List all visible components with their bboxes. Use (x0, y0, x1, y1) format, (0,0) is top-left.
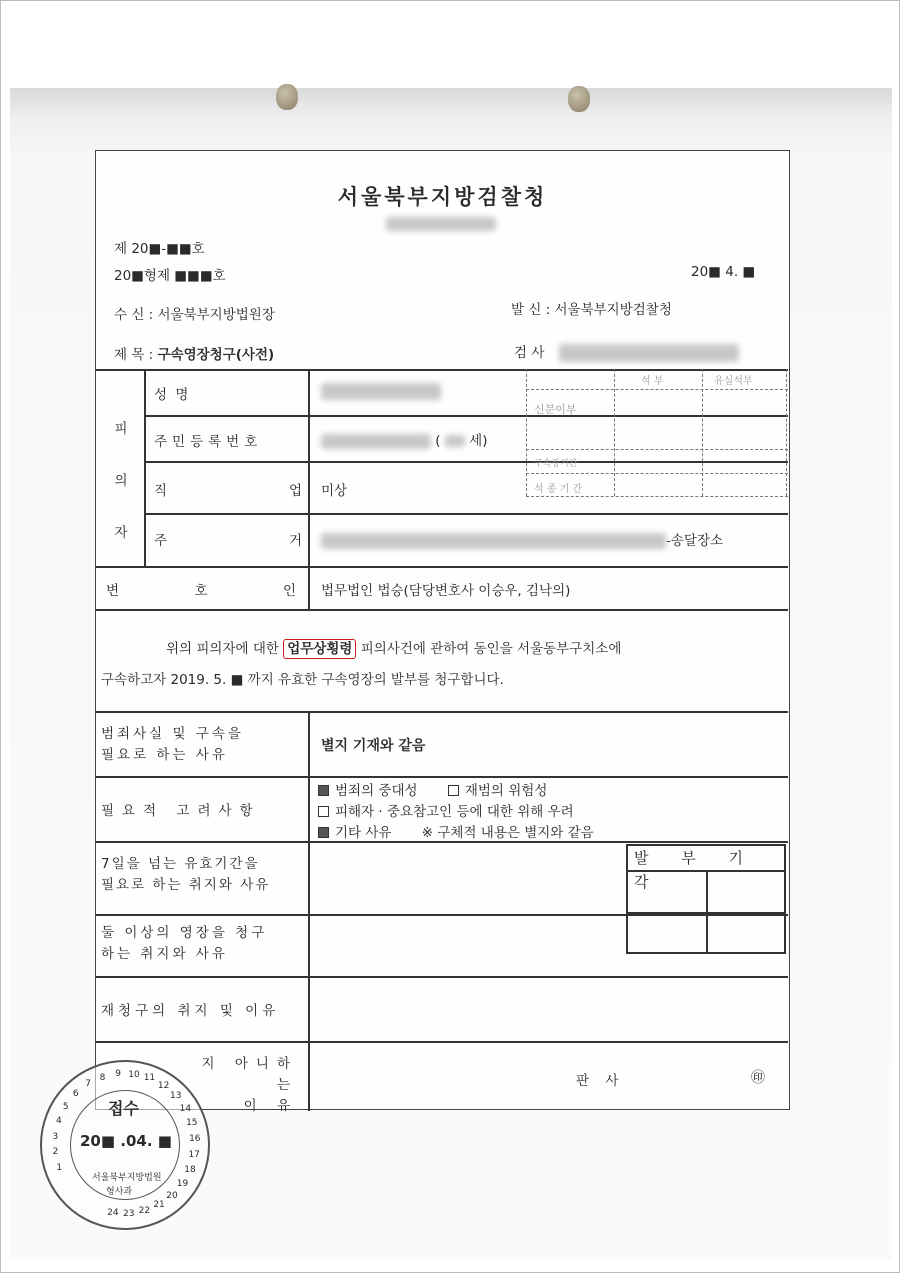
decision-box (626, 844, 786, 954)
stamp-ring-number: 18 (184, 1164, 196, 1175)
two-warrants-label-1: 둘 이상의 영장을 청구 (101, 925, 268, 941)
side-box-row3: 석 종 기 간 (534, 484, 583, 495)
stamp-ring-number: 20 (166, 1190, 178, 1201)
two-warrants-label-2: 하는 취지와 사유 (101, 946, 228, 962)
stamp-ring-number: 17 (188, 1149, 200, 1160)
decision-title: 발 부 기 각 (628, 846, 784, 872)
side-box-row1: 신분이부 (534, 403, 577, 416)
job-label-2: 업 (289, 483, 303, 499)
sender: 서울북부지방검찰청 (554, 302, 672, 318)
rule (144, 513, 788, 515)
subject: 구속영장청구(사전) (157, 347, 275, 363)
rrn-redacted (321, 434, 431, 449)
not-issue-label-1: 지 아니하는 (201, 1056, 298, 1093)
stamp-ring-number: 6 (72, 1089, 79, 1100)
stamp-ring-number: 3 (52, 1131, 59, 1142)
address-label-1: 주 (154, 533, 168, 549)
reception-stamp (40, 1060, 210, 1230)
side-box-rule (526, 449, 788, 450)
stamp-ring-number: 23 (122, 1208, 135, 1219)
stamp-ring-number: 19 (176, 1178, 189, 1189)
side-box-rule (526, 389, 788, 390)
consider-item-4: 기타 사유 (335, 825, 392, 841)
to-label: 수 신 : (114, 307, 154, 323)
crime-highlight: 업무상횡령 (283, 639, 356, 659)
side-box-rule (526, 473, 788, 474)
side-box-rule (526, 496, 788, 497)
stamp-ring-number: 21 (153, 1200, 165, 1211)
stamp-ring-number: 14 (179, 1103, 192, 1114)
prosecutor-label: 검 사 (514, 345, 545, 361)
facts-label-2: 필요로 하는 사유 (101, 747, 228, 763)
rule (144, 369, 146, 566)
document-number: 제 20■-■■호 (114, 241, 205, 257)
age-redacted (445, 435, 465, 447)
side-box-col2: 유실석부 (714, 376, 753, 387)
stamp-ring-number: 12 (157, 1080, 170, 1091)
decision-divider (628, 912, 784, 914)
rule (96, 369, 788, 371)
redacted-subtitle (386, 213, 496, 232)
binder-clip-right (568, 86, 590, 112)
rule (96, 711, 788, 713)
address-label-2: 거 (289, 533, 303, 549)
job-value: 미상 (321, 483, 348, 499)
stamp-ring-number: 8 (99, 1072, 106, 1083)
rule (144, 461, 788, 463)
rule (144, 415, 788, 417)
warrant-request-form: 서울북부지방검찰청 제 20■-■■호 20■형제 ■■■호 20■ 4. ■ 수 신 : 서울북부지방법원장 발 신 : 서울북부지방검찰청 제 목 : 구속영장청구(사전) 검 사 피 의 자 성 명 주민등록번호 ( 세) 직 업 미상 주 거 -송달장소 석 부 유실석부 신분이부 구속장기간 석 종 기 간 변 호 인 법무법인 법승(담당변호사 이승우, 김낙의) 위의 피의자에 대한 업무상횡령 피의사건에 관하여 동인을 서울동부구치소에 구속하고자 2019. 5. ■ 까지 유효한 구속영장의 발부를 청구합니다. 범죄사실 및 구속을 필요로 하는 사유 별지 기재와 같음 필요적 고려사항 범죄의 중대성 재범의 위험성 피해자 · 중요참고인 등에 대한 위해 우려 기타 사유 ※ 구체적 내용은 별지와 같음 7일을 넘는 유효기간을 필요로 하는 취지와 사유 발 부 기 각 둘 이상의 영장을 청구 하는 취지와 사유 재청구의 취지 및 이유 지 아니하는 이 유 판 사 ㊞ (95, 150, 790, 1110)
stamp-ring-number: 15 (186, 1118, 198, 1129)
stamp-ring-number: 10 (128, 1069, 140, 1080)
side-box-row2: 구속장기간 (534, 459, 578, 469)
consider-label: 필요적 고려사항 (101, 803, 261, 819)
stamp-court: 서울북부지방법원 (92, 1173, 162, 1183)
stamp-ring-number: 22 (138, 1206, 151, 1217)
request-part1: 위의 피의자에 대한 (166, 641, 279, 657)
address-redacted (321, 533, 666, 549)
from-label: 발 신 : (511, 302, 551, 318)
rule (96, 976, 788, 978)
subject-label: 제 목 : (114, 347, 154, 363)
reclaim-label: 재청구의 취지 및 이유 (101, 1003, 280, 1019)
stamp-ring-number: 4 (55, 1116, 62, 1127)
stamp-ring-number: 24 (107, 1207, 119, 1218)
consider-line-2 (318, 802, 594, 823)
stamp-ring-number: 1 (56, 1162, 63, 1173)
address-suffix: -송달장소 (666, 533, 724, 549)
consider-item-1: 범죄의 중대성 (335, 783, 418, 799)
consider-note: ※ 구체적 내용은 별지와 같음 (421, 825, 594, 841)
office-title: 서울북부지방검찰청 (337, 185, 548, 209)
consider-checkbox-2[interactable] (448, 785, 459, 796)
job-label-1: 직 (154, 483, 168, 499)
consider-item-3: 피해자 · 중요참고인 등에 대한 위해 우려 (335, 804, 574, 820)
side-box-col1: 석 부 (641, 376, 664, 387)
seven-days-label-2: 필요로 하는 취지와 사유 (101, 877, 271, 893)
stamp-ring-number: 5 (62, 1101, 69, 1112)
stamp-ring-number: 16 (189, 1133, 201, 1144)
rrn-label: 주민등록번호 (154, 434, 263, 450)
judge-label: 판 사 (576, 1073, 625, 1089)
document-date: 20■ 4. ■ (691, 264, 756, 280)
facts-value: 별지 기재와 같음 (321, 738, 426, 754)
recipient: 서울북부지방법원장 (157, 307, 275, 323)
consider-checkbox-3[interactable] (318, 806, 329, 817)
name-redacted (321, 381, 441, 400)
rule (96, 1041, 788, 1043)
counsel-label: 변 호 인 (106, 583, 296, 599)
rule (96, 566, 788, 568)
consider-checkbox-4[interactable] (318, 827, 329, 838)
rule (308, 369, 310, 566)
counsel-value: 법무법인 법승(담당변호사 이승우, 김낙의) (321, 583, 571, 599)
suspect-label-1: 피 (114, 421, 128, 437)
request-line-2: 구속하고자 2019. 5. ■ 까지 유효한 구속영장의 발부를 청구합니다. (101, 672, 504, 688)
stamp-dept: 형사과 (106, 1187, 133, 1197)
stamp-ring-number: 7 (85, 1079, 92, 1090)
case-number: 20■형제 ■■■호 (114, 268, 226, 284)
request-line-1 (166, 637, 621, 657)
name-label: 성 명 (154, 387, 191, 403)
rule (308, 566, 310, 609)
judge-seal: ㊞ (751, 1070, 765, 1086)
suspect-label-3: 자 (114, 525, 128, 541)
seven-days-label-1: 7일을 넘는 유효기간을 (101, 856, 260, 872)
request-part2: 피의사건에 관하여 동인을 서울동부구치소에 (360, 641, 622, 657)
stamp-received: 접수 (108, 1099, 139, 1118)
consider-item-2: 재범의 위험성 (464, 783, 548, 799)
binder-clip-left (276, 84, 298, 110)
stamp-ring-number: 2 (52, 1147, 59, 1158)
consider-line-3 (318, 823, 594, 844)
suspect-label-2: 의 (114, 473, 128, 489)
facts-label-1: 범죄사실 및 구속을 (101, 726, 244, 742)
rule (308, 711, 310, 1111)
rule (96, 609, 788, 611)
consider-line-1 (318, 781, 594, 802)
stamp-date: 20■ .04. ■ (80, 1132, 172, 1150)
rule (96, 776, 788, 778)
consider-checkbox-1[interactable] (318, 785, 329, 796)
stamp-ring-number: 11 (143, 1073, 156, 1084)
stamp-ring-number: 13 (170, 1090, 182, 1101)
age-suffix: 세) (469, 433, 488, 449)
not-issue-label-2: 이 유 (243, 1098, 298, 1114)
stamp-ring-number: 9 (115, 1069, 121, 1080)
prosecutor-name-redacted (559, 344, 739, 362)
